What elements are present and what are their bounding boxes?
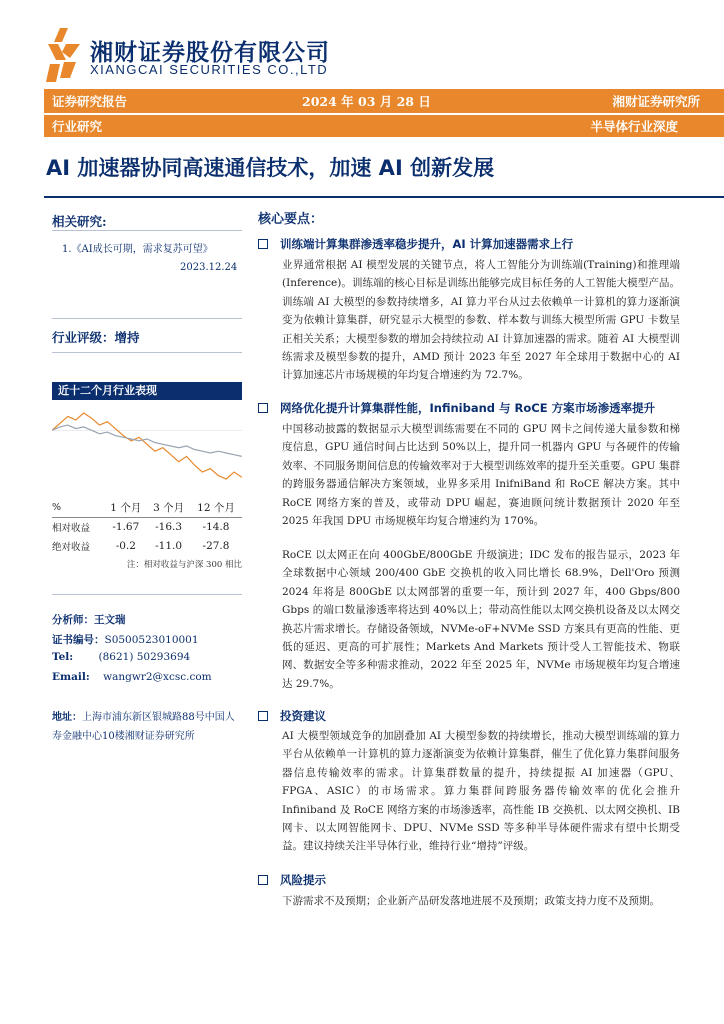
series-line-0 [52, 413, 242, 479]
table-header-cell: % [52, 498, 104, 517]
section-paragraph: AI 大模型领域竞争的加剧叠加 AI 大模型参数的持续增长，推动大模型训练端的算力平台从依赖单一计算机的算力逐渐演变为依赖计算集群，催生了优化算力集群间服务器信息传输效率的需求。计算集群数量的提升，持续提振 AI 加速器（GPU、FPGA、ASIC）的市场需求。算力集群间跨服务器传输效率的优化会推升 Infiniband 及 RoCE 网络方案的市场渗透率，高性能 IB 交换机、以太网交换机、IB 网卡、以太网智能网卡、DPU、NVMe SSD 等多种半导体硬件需求有望中长期受益。建议持续关注半导体行业，维持行业“增持”评级。 [282, 730, 680, 853]
report-type: 证券研究报告 [52, 94, 128, 109]
section-paragraph: RoCE 以太网正在向 400GbE/800GbE 升级演进；IDC 发布的报告显示，2023 年全球数据中心领域 200/400 GbE 交换机的收入同比增长 68.9%，Dell'Oro 预测 2024 年将是 800GbE 以太网部署的重要一年，预计到 2027 年，400 Gbps/800 Gbps 的端口数量渗透率将达到 40%以上；带动高性能以太网交换机设备及以太网交换芯片需求增长。存储设备领域，NVMe-oF+NVMe SSD 方案具有更高的性能、更低的延迟、更高的可扩展性；Markets And Markets 预计受人工智能技术、物联网、数据安全等多种需求推动，2022 年至 2025 年，NVMe 市场规模年均复合增速达 29.7%。 [282, 549, 680, 690]
table-cell: -16.3 [155, 520, 183, 533]
analyst-name: 分析师：王文瑞 [52, 614, 126, 626]
table-cell: -14.8 [202, 520, 230, 533]
section-title-network: 网络优化提升计算集群性能，Infiniband 与 RoCE 方案市场渗透率提升 [258, 400, 655, 416]
key-points-heading: 核心要点： [258, 212, 324, 227]
analyst-cert: 证书编号：S0500523010001 [52, 634, 199, 646]
report-category-bar [44, 115, 724, 137]
report-info-bar [44, 89, 724, 113]
performance-line-chart [52, 402, 242, 490]
title-divider [44, 196, 724, 198]
divider [52, 318, 242, 319]
table-cell: -11.0 [155, 539, 183, 552]
divider [52, 230, 242, 231]
related-research-link[interactable]: 1.《AI成长可期，需求复苏可望》 [62, 244, 213, 255]
analyst-tel: Tel: (8621) 50293694 [52, 651, 191, 663]
checkbox-bullet-icon [258, 239, 268, 249]
industry-rating: 行业评级：增持 [52, 330, 140, 345]
series-line-1 [52, 425, 242, 456]
checkbox-bullet-icon [258, 875, 268, 885]
table-cell: -1.67 [112, 520, 140, 533]
report-subcategory: 半导体行业深度 [590, 119, 678, 134]
related-research-heading: 相关研究: [52, 214, 107, 229]
xiangcai-logo [46, 28, 82, 82]
table-header-row [52, 498, 242, 517]
chart-heading: 近十二个月行业表现 [52, 382, 242, 400]
divider [52, 352, 242, 353]
table-header-cell: 1 个月 [104, 498, 147, 517]
section-paragraph: 下游需求不及预期；企业新产品研发落地进展不及预期；政策支持力度不及预期。 [282, 895, 660, 907]
checkbox-bullet-icon [258, 403, 268, 413]
table-header-cell: 3 个月 [147, 498, 190, 517]
report-category: 行业研究 [52, 119, 103, 134]
institute-name: 湘财证券研究所 [612, 94, 700, 109]
company-name-cn: 湘财证券股份有限公司 [90, 40, 330, 66]
table-header-cell: 12 个月 [190, 498, 242, 517]
table-cell: 绝对收益 [52, 541, 91, 553]
table-cell: -27.8 [202, 539, 230, 552]
table-row [52, 517, 242, 536]
address: 地址：上海市浦东新区银城路88号中国人寿金融中心10楼湘财证券研究所 [52, 712, 235, 742]
table-row [52, 536, 242, 555]
performance-table [52, 498, 242, 555]
analyst-email[interactable]: Email: wangwr2@xcsc.com [52, 671, 212, 683]
report-title: AI 加速器协同高速通信技术，加速 AI 创新发展 [46, 156, 495, 180]
section-title-risk: 风险提示 [258, 872, 326, 888]
section-paragraph: 业界通常根据 AI 模型发展的关键节点，将人工智能分为训练端(Training)和推理端(Inference)。训练端的核心目标是训练出能够完成目标任务的人工智能大模型产品。训练端 AI 大模型的参数持续增多，AI 算力平台从过去依赖单一计算机的算力逐渐演变为依赖计算集群，研究显示大模型的参数、样本数与训练大模型所需 GPU 卡数呈正相关关系；大模型参数的增加会持续拉动 AI 计算加速器的需求。随着 AI 大模型训练需求及模型参数的提升，AMD 预计 2023 年至 2027 年全球用于数据中心的 AI 计算加速芯片市场规模的年均复合增速约为 72.7%。 [282, 259, 680, 382]
checkbox-bullet-icon [258, 711, 268, 721]
report-date: 2024 年 03 月 28 日 [302, 94, 431, 109]
section-paragraph: 中国移动披露的数据显示大模型训练需要在不同的 GPU 网卡之间传递大量参数和梯度信息，GPU 通信时间占比达到 50%以上，提升同一机器内 GPU 与各硬件的传输效率、不同服务期间信息的传输效率对于大模型训练效率的提升至关重要。GPU 集群的跨服务器通信解决方案领域，业界多采用 InifniBand 和 RoCE 解决方案。其中 RoCE 网络方案的普及，或带动 DPU 崛起，赛迪顾问统计数据预计 2020 年至 2025 年我国 DPU 市场规模年均复合增速约为 170%。 [282, 423, 680, 528]
table-cell: -0.2 [115, 539, 136, 552]
section-title-investment: 投资建议 [258, 708, 326, 724]
divider [52, 594, 242, 595]
company-name-en: XIANGCAI SECURITIES CO.,LTD [90, 62, 329, 77]
table-cell: 相对收益 [52, 522, 91, 534]
table-note: 注：相对收益与沪深 300 相比 [126, 560, 242, 570]
related-research-date: 2023.12.24 [180, 262, 238, 273]
section-title-training: 训练端计算集群渗透率稳步提升，AI 计算加速器需求上行 [258, 236, 573, 252]
